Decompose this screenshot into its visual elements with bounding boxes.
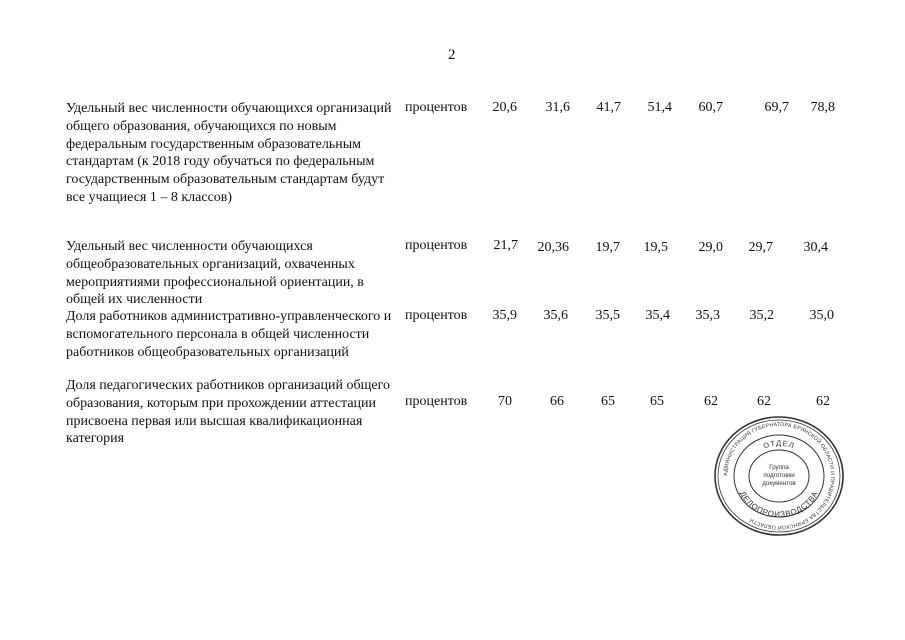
row-value: 62 [704,394,718,409]
row-description: Удельный вес численности обучающихся организаций общего образования, обучающихся по новым федеральным государственным образовательным стандартам (к 2018 году обучаться по федеральным государственным образовательным стандартам будут все учащиеся 1 – 8 классов) [66,101,392,205]
row-value: 69,7 [764,100,789,115]
row-value: 70 [498,394,512,409]
row-description: Доля работников административно-управленческого и вспомогательного персонала в общей численности работников общеобразовательных организаций [66,309,392,360]
stamp-center-line: подготовки [763,472,795,479]
page-number: 2 [448,47,456,63]
row-description: Доля педагогических работников организаций общего образования, которым при прохождении аттестации присвоена первая или высшая квалификационная категория [66,378,391,447]
row-value: 20,6 [492,100,517,115]
stamp-outer-text: АДМИНИСТРАЦИЯ ГУБЕРНАТОРА БРЯНСКОЙ ОБЛАСТИ И ПРАВИТЕЛЬСТВА БРЯНСКОЙ ОБЛАСТИ [722,421,836,531]
row-value: 35,0 [809,308,834,323]
row-value: 66 [550,394,564,409]
row-value: 65 [650,394,664,409]
row-value: 31,6 [545,100,570,115]
row-value: 19,5 [643,240,668,255]
stamp-center-line: Группа [769,464,789,471]
official-stamp [712,414,846,538]
row-value: 35,5 [595,308,620,323]
stamp-center-line: документов [762,480,796,487]
stamp-dept-top: ОТДЕЛ [761,438,797,451]
row-value: 19,7 [595,240,620,255]
stamp-dept-bottom: ДЕЛОПРОИЗВОДСТВА [738,489,820,520]
row-value: 29,0 [698,240,723,255]
row-unit: процентов [405,238,468,253]
row-unit: процентов [405,394,468,409]
row-value: 41,7 [596,100,621,115]
row-unit: процентов [405,308,468,323]
row-value: 35,2 [749,308,774,323]
row-description: Удельный вес численности обучающихся общеобразовательных организаций, охваченных мероприятиями профессиональной ориентации, в общей их численности [66,239,364,308]
row-value: 35,6 [543,308,568,323]
row-value: 62 [757,394,771,409]
row-value: 29,7 [748,240,773,255]
row-value: 65 [601,394,615,409]
row-value: 30,4 [803,240,828,255]
stamp-seal-icon [712,414,846,538]
row-value: 78,8 [810,100,835,115]
row-value: 35,3 [695,308,720,323]
row-value: 62 [816,394,830,409]
row-unit: процентов [405,100,468,115]
row-value: 35,4 [645,308,670,323]
row-value: 21,7 [493,238,518,253]
row-value: 60,7 [698,100,723,115]
row-value: 35,9 [492,308,517,323]
row-value: 20,36 [537,240,569,255]
row-value: 51,4 [647,100,672,115]
